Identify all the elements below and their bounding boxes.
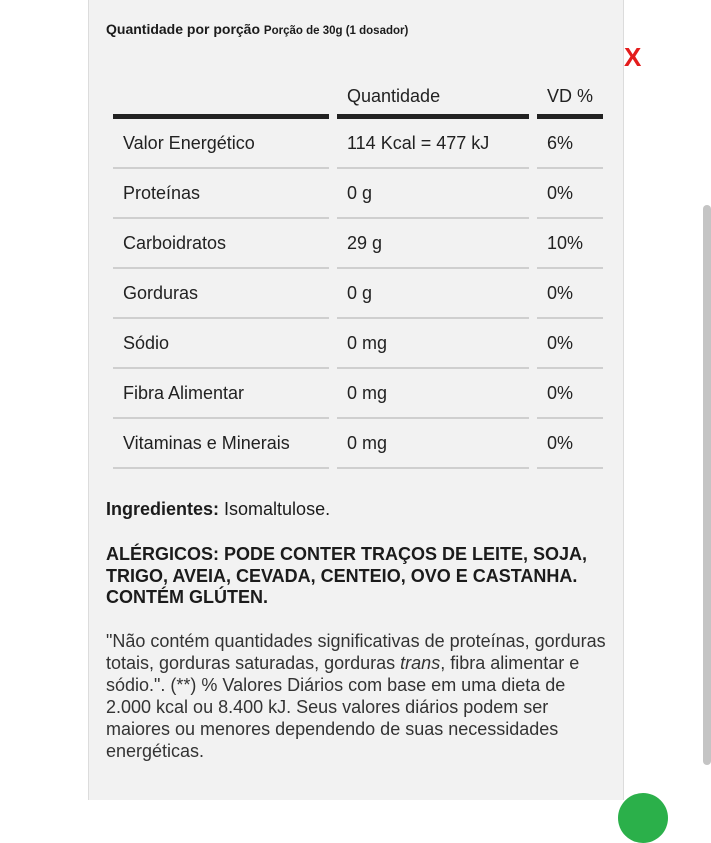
close-button[interactable]: X bbox=[624, 42, 642, 72]
nutrient-vd: 0% bbox=[537, 269, 603, 319]
header-vd: VD % bbox=[537, 78, 603, 119]
serving-label: Quantidade por porção bbox=[106, 21, 261, 37]
nutrient-amount: 0 g bbox=[337, 269, 529, 319]
nutrient-vd: 0% bbox=[537, 419, 603, 469]
nutrient-vd: 0% bbox=[537, 369, 603, 419]
nutrient-amount: 0 mg bbox=[337, 319, 529, 369]
nutrient-name: Vitaminas e Minerais bbox=[113, 419, 329, 469]
nutrient-name: Valor Energético bbox=[113, 119, 329, 169]
allergens-warning: ALÉRGICOS: PODE CONTER TRAÇOS DE LEITE, SOJA, TRIGO, AVEIA, CEVADA, CENTEIO, OVO E CASTANHA. CONTÉM GLÚTEN. bbox=[106, 544, 588, 607]
portion-size: Porção de 30g (1 dosador) bbox=[263, 25, 409, 37]
note-part2: , fibra alimentar e sódio.". (**) % Valores Diários com base em uma dieta de 2.000 kcal ou 8.400 kJ. Seus valores diários podem ser maiores ou menores dependendo de suas necessidades energéticas. bbox=[106, 653, 580, 761]
table-header-row bbox=[113, 78, 603, 119]
nutrition-note bbox=[106, 630, 611, 762]
nutrient-amount: 29 g bbox=[337, 219, 529, 269]
table-row bbox=[113, 169, 603, 219]
nutrient-vd: 0% bbox=[537, 169, 603, 219]
nutrient-amount: 0 mg bbox=[337, 369, 529, 419]
ingredients-value: Isomaltulose. bbox=[219, 499, 331, 519]
header-nutrient bbox=[113, 78, 329, 119]
nutrition-table bbox=[105, 78, 611, 469]
note-italic: trans bbox=[400, 653, 441, 673]
nutrient-amount: 0 mg bbox=[337, 419, 529, 469]
ingredients-line bbox=[106, 498, 611, 520]
serving-info bbox=[106, 21, 408, 37]
nutrient-amount: 114 Kcal = 477 kJ bbox=[337, 119, 529, 169]
table-row bbox=[113, 369, 603, 419]
nutrient-name: Carboidratos bbox=[113, 219, 329, 269]
nutrient-vd: 10% bbox=[537, 219, 603, 269]
table-row bbox=[113, 119, 603, 169]
table-row bbox=[113, 319, 603, 369]
table-row bbox=[113, 269, 603, 319]
chat-bubble-button[interactable] bbox=[618, 793, 668, 843]
ingredients-label: Ingredientes: bbox=[106, 499, 220, 519]
nutrient-name: Sódio bbox=[113, 319, 329, 369]
scrollbar[interactable] bbox=[703, 205, 711, 765]
nutrient-name: Gorduras bbox=[113, 269, 329, 319]
header-quantity: Quantidade bbox=[337, 78, 529, 119]
table-row bbox=[113, 219, 603, 269]
nutrient-vd: 6% bbox=[537, 119, 603, 169]
note-part1: "Não contém quantidades significativas de proteínas, gorduras totais, gorduras saturadas, gorduras bbox=[106, 631, 606, 673]
table-row bbox=[113, 419, 603, 469]
nutrient-amount: 0 g bbox=[337, 169, 529, 219]
nutrient-name: Proteínas bbox=[113, 169, 329, 219]
nutrient-vd: 0% bbox=[537, 319, 603, 369]
nutrient-name: Fibra Alimentar bbox=[113, 369, 329, 419]
